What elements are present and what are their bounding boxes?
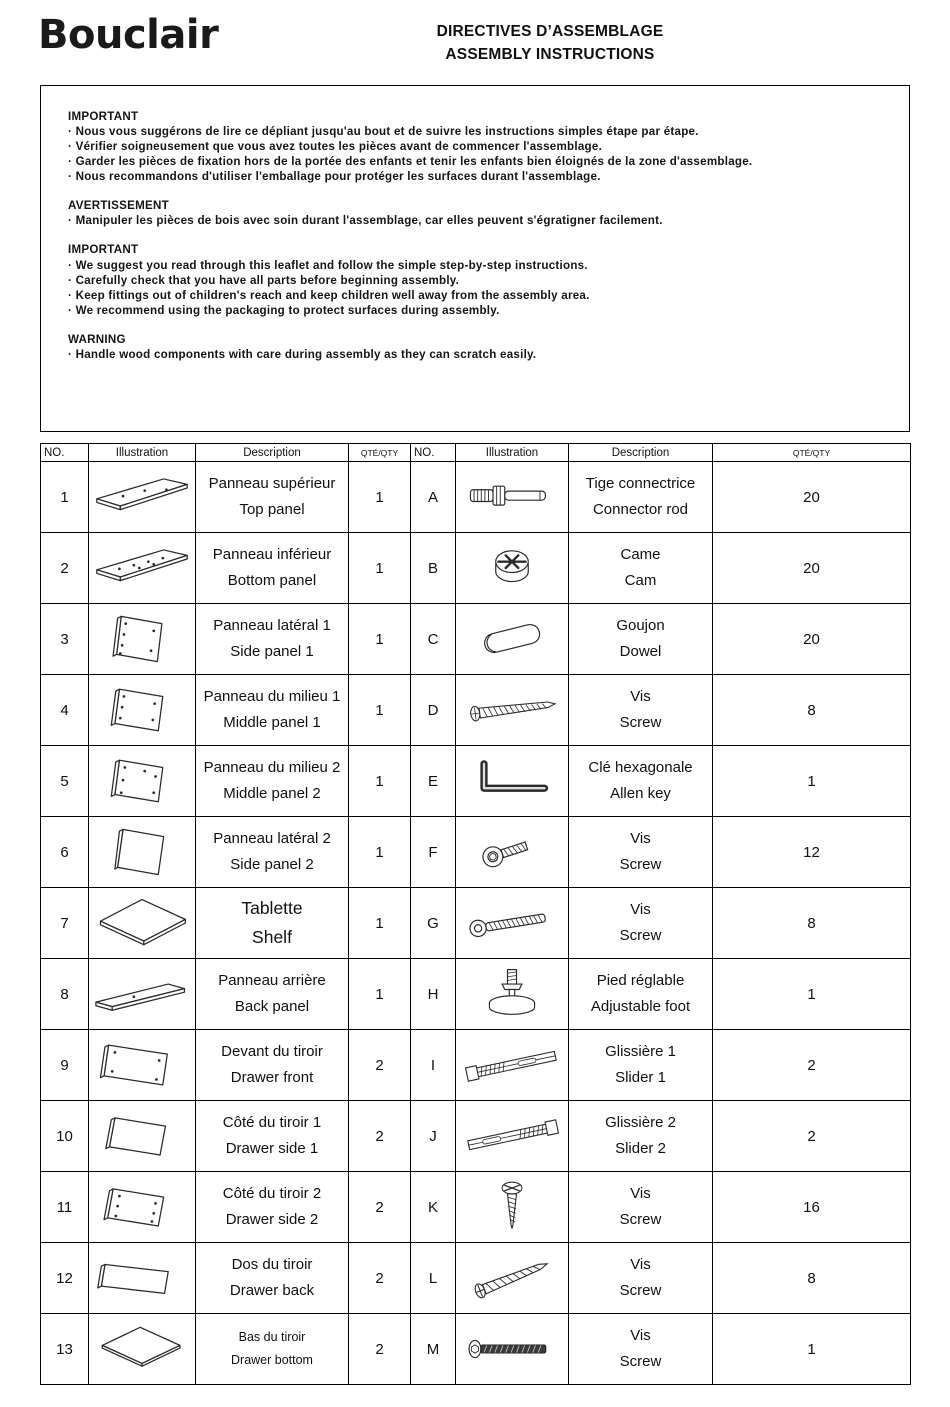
part-qty: 20 [713,533,911,604]
part-desc-en: Slider 1 [615,1069,666,1086]
notice-section [68,198,882,228]
part-qty: 2 [349,1314,411,1385]
parts-table-body [41,462,911,1385]
part-no: I [411,1030,456,1101]
part-qty: 16 [713,1172,911,1243]
part-desc-en: Side panel 1 [230,643,314,660]
adjustable-foot-icon [456,966,568,1022]
part-desc-en: Screw [619,714,662,731]
part-no: H [411,959,456,1030]
notice-line: · Keep fittings out of children's reach and keep children well away from the assembly area. [68,288,590,302]
allen-key-icon [456,753,568,809]
notice-section [68,242,882,317]
part-no: E [411,746,456,817]
part-description [569,533,713,604]
part-illustration [456,1314,569,1385]
part-desc-en: Shelf [252,927,292,947]
part-illustration [456,1243,569,1314]
part-qty: 2 [349,1030,411,1101]
parts-row [41,1172,911,1243]
notice-heading: IMPORTANT [68,243,139,257]
part-qty: 8 [713,1243,911,1314]
part-qty: 2 [713,1030,911,1101]
part-desc-en: Connector rod [592,501,689,518]
parts-row [41,533,911,604]
part-desc-fr: Pied réglable [596,972,685,989]
part-qty: 2 [713,1101,911,1172]
part-desc-fr: Vis [630,1256,651,1273]
part-no: A [411,462,456,533]
part-no: F [411,817,456,888]
shelf-icon [89,895,195,951]
part-description [569,462,713,533]
part-desc-en: Side panel 2 [230,856,314,873]
part-desc-en: Bottom panel [227,572,317,589]
part-desc-en: Allen key [610,785,671,802]
col-header-illustration: Illustration [89,444,196,462]
part-qty: 1 [349,959,411,1030]
part-qty: 8 [713,675,911,746]
part-illustration [456,959,569,1030]
part-illustration [89,1172,196,1243]
notice-line: · Vérifier soigneusement que vous avez toutes les pièces avant de commencer l'assemblage. [68,140,603,154]
part-desc-fr: Tablette [241,898,303,918]
part-qty: 12 [713,817,911,888]
part-desc-en: Dowel [619,643,662,660]
panel-middle-2-icon [89,753,195,809]
screw-k-icon [456,1179,568,1235]
part-no: 4 [41,675,89,746]
part-desc-en: Drawer front [230,1069,314,1086]
part-illustration [456,533,569,604]
part-illustration [456,462,569,533]
part-description [569,817,713,888]
part-desc-fr: Vis [630,688,651,705]
part-description [569,746,713,817]
col-header-no: NO. [41,444,89,462]
parts-row [41,1101,911,1172]
part-no: B [411,533,456,604]
drawer-back-icon [89,1250,195,1306]
part-illustration [456,1030,569,1101]
part-desc-fr: Panneau inférieur [212,546,332,563]
part-no: J [411,1101,456,1172]
screw-m-icon [456,1321,568,1377]
part-no: 10 [41,1101,89,1172]
notice-line: · Handle wood components with care during assembly as they can scratch easily. [68,347,537,361]
part-desc-fr: Glissière 2 [605,1114,676,1131]
parts-table [40,443,911,1385]
parts-row [41,817,911,888]
part-desc-en: Screw [619,1211,662,1228]
part-desc-en: Screw [619,927,662,944]
notice-line: · Garder les pièces de fixation hors de la portée des enfants et tenir les enfants bien éloignés de la zone d'assemblage. [68,155,753,169]
part-no: 12 [41,1243,89,1314]
part-qty: 1 [349,888,411,959]
part-description [196,1172,349,1243]
parts-row [41,959,911,1030]
part-illustration [89,675,196,746]
part-no: 8 [41,959,89,1030]
part-no: C [411,604,456,675]
part-description [196,888,349,959]
part-illustration [89,1101,196,1172]
part-illustration [89,817,196,888]
parts-row [41,462,911,533]
part-description [569,959,713,1030]
part-desc-fr: Côté du tiroir 2 [222,1185,322,1202]
notice-heading: WARNING [68,332,126,346]
col-header-qty: QTÉ/QTY [713,444,911,462]
col-header-illustration: Illustration [456,444,569,462]
part-desc-fr: Goujon [616,617,665,634]
part-description [569,1243,713,1314]
part-no: 11 [41,1172,89,1243]
part-no: 2 [41,533,89,604]
part-qty: 2 [349,1172,411,1243]
screw-g-icon [456,895,568,951]
part-description [196,604,349,675]
notice-heading: IMPORTANT [68,110,139,123]
part-desc-fr: Came [620,546,661,563]
panel-back-icon [89,966,195,1022]
part-no: M [411,1314,456,1385]
panel-side-2-icon [89,824,195,880]
panel-top-icon [89,469,195,525]
parts-row [41,746,911,817]
part-desc-fr: Dos du tiroir [231,1256,313,1273]
part-illustration [89,462,196,533]
part-desc-fr: Glissière 1 [605,1043,676,1060]
part-description [196,959,349,1030]
part-desc-fr: Panneau latéral 2 [213,830,331,847]
slider-1-icon [456,1037,568,1093]
drawer-bottom-icon [89,1321,195,1377]
part-no: 6 [41,817,89,888]
part-illustration [89,1030,196,1101]
part-description [569,1101,713,1172]
screw-l-icon [456,1250,568,1306]
notice-heading: AVERTISSEMENT [68,199,169,213]
part-desc-fr: Tige connectrice [585,475,696,492]
part-illustration [456,817,569,888]
part-no: K [411,1172,456,1243]
part-no: 7 [41,888,89,959]
part-no: 3 [41,604,89,675]
parts-row [41,1243,911,1314]
notice-line: · Manipuler les pièces de bois avec soin durant l'assemblage, car elles peuvent s'égratigner facilement. [68,214,663,228]
part-illustration [456,1101,569,1172]
part-desc-en: Drawer side 1 [225,1140,319,1157]
part-desc-en: Drawer side 2 [225,1211,319,1228]
part-qty: 1 [349,817,411,888]
title-fr: DIRECTIVES D’ASSEMBLAGE [436,23,664,40]
part-desc-fr: Bas du tiroir [238,1330,306,1344]
part-qty: 1 [349,462,411,533]
part-desc-en: Cam [624,572,657,589]
part-desc-en: Screw [619,856,662,873]
part-description [196,817,349,888]
part-illustration [89,959,196,1030]
notice-line: · We recommend using the packaging to protect surfaces during assembly. [68,303,500,317]
part-desc-fr: Panneau arrière [218,972,326,989]
part-qty: 20 [713,462,911,533]
part-no: 1 [41,462,89,533]
drawer-side-1-icon [89,1108,195,1164]
part-desc-en: Drawer bottom [231,1353,313,1367]
part-qty: 8 [713,888,911,959]
part-desc-fr: Côté du tiroir 1 [222,1114,322,1131]
notice-line: · Carefully check that you have all parts before beginning assembly. [68,273,460,287]
part-qty: 1 [349,675,411,746]
parts-row [41,1314,911,1385]
part-description [196,746,349,817]
part-desc-en: Back panel [234,998,310,1015]
notice-box [40,85,910,432]
part-description [196,1243,349,1314]
part-desc-en: Screw [619,1353,662,1370]
part-qty: 2 [349,1243,411,1314]
part-desc-fr: Devant du tiroir [221,1043,323,1060]
notice-line: · Nous vous suggérons de lire ce dépliant jusqu'au bout et de suivre les instructions simples étape par étape. [68,125,699,139]
part-description [569,1172,713,1243]
part-desc-en: Screw [619,1282,662,1299]
cam-icon [456,540,568,596]
connector-rod-icon [456,469,568,525]
part-description [569,888,713,959]
part-desc-fr: Panneau supérieur [208,475,336,492]
part-illustration [89,888,196,959]
part-no: L [411,1243,456,1314]
part-qty: 2 [349,1101,411,1172]
part-illustration [89,604,196,675]
part-qty: 1 [349,604,411,675]
notice-section [68,332,882,362]
part-description [196,1314,349,1385]
title-en: ASSEMBLY INSTRUCTIONS [445,46,655,64]
part-desc-fr: Panneau latéral 1 [213,617,331,634]
part-desc-fr: Panneau du milieu 1 [203,688,341,705]
part-illustration [456,746,569,817]
col-header-description: Description [569,444,713,462]
notice-line: · Nous recommandons d'utiliser l'emballage pour protéger les surfaces durant l'assemblage. [68,170,601,184]
part-no: 9 [41,1030,89,1101]
part-description [569,675,713,746]
notice-section [68,109,882,184]
drawer-front-icon [89,1037,195,1093]
part-illustration [456,604,569,675]
part-desc-fr: Vis [630,830,651,847]
parts-table-header-row [41,444,911,462]
part-description [196,462,349,533]
part-description [569,1030,713,1101]
part-description [569,604,713,675]
part-desc-en: Adjustable foot [590,998,691,1015]
part-desc-fr: Vis [630,1327,651,1344]
part-desc-fr: Panneau du milieu 2 [203,759,341,776]
part-qty: 1 [713,959,911,1030]
document-title [150,20,950,67]
part-qty: 1 [713,1314,911,1385]
part-illustration [89,1243,196,1314]
part-no: D [411,675,456,746]
part-no: 13 [41,1314,89,1385]
drawer-side-2-icon [89,1179,195,1235]
part-qty: 1 [349,746,411,817]
parts-row [41,888,911,959]
part-desc-fr: Clé hexagonale [588,759,693,776]
part-desc-en: Slider 2 [615,1140,666,1157]
part-illustration [89,1314,196,1385]
parts-row [41,1030,911,1101]
part-illustration [456,675,569,746]
screw-f-icon [456,824,568,880]
part-qty: 20 [713,604,911,675]
part-illustration [89,533,196,604]
part-desc-en: Middle panel 1 [223,714,321,731]
part-no: G [411,888,456,959]
panel-bottom-icon [89,540,195,596]
part-description [196,1101,349,1172]
part-desc-en: Middle panel 2 [223,785,321,802]
part-desc-en: Top panel [239,501,305,518]
dowel-icon [456,611,568,667]
part-qty: 1 [349,533,411,604]
part-description [196,533,349,604]
panel-middle-1-icon [89,682,195,738]
part-description [196,675,349,746]
part-qty: 1 [713,746,911,817]
parts-row [41,604,911,675]
part-desc-fr: Vis [630,901,651,918]
notice-line: · We suggest you read through this leaflet and follow the simple step-by-step instructions. [68,258,588,272]
bouclair-logo: Bouclair [38,12,219,58]
part-description [196,1030,349,1101]
part-description [569,1314,713,1385]
part-illustration [89,746,196,817]
part-desc-en: Drawer back [229,1282,315,1299]
col-header-no: NO. [411,444,456,462]
part-illustration [456,888,569,959]
parts-row [41,675,911,746]
slider-2-icon [456,1108,568,1164]
part-desc-fr: Vis [630,1185,651,1202]
screw-d-icon [456,682,568,738]
col-header-qty: QTÉ/QTY [349,444,411,462]
part-illustration [456,1172,569,1243]
part-no: 5 [41,746,89,817]
col-header-description: Description [196,444,349,462]
panel-side-1-icon [89,611,195,667]
